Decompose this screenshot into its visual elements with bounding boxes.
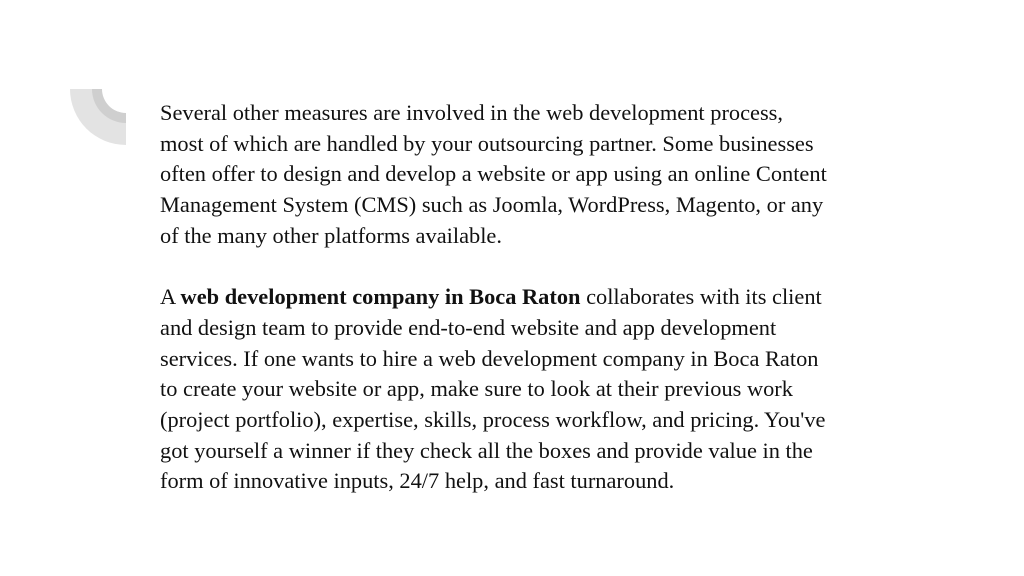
paragraph-line: (project portfolio), expertise, skills, process workflow, and pricing. You've xyxy=(160,407,826,433)
paragraph-line: Management System (CMS) such as Joomla, WordPress, Magento, or any xyxy=(160,192,824,218)
paragraph-line: collaborates with its client xyxy=(580,284,822,310)
paragraph-line: and design team to provide end-to-end website and app development xyxy=(160,314,777,340)
company-keyword: web development company in Boca Raton xyxy=(180,284,581,310)
paragraph-line: got yourself a winner if they check all the boxes and provide value in the xyxy=(160,437,813,463)
paragraph-intro xyxy=(160,98,940,252)
paragraph-company xyxy=(160,282,940,497)
slide-body xyxy=(160,98,940,497)
paragraph-line: of the many other platforms available. xyxy=(160,222,502,248)
paragraph-line: often offer to design and develop a website or app using an online Content xyxy=(160,161,827,187)
paragraph-lead: A xyxy=(160,284,181,310)
paragraph-line: Several other measures are involved in the web development process, xyxy=(160,100,783,125)
quarter-circle-arc-icon xyxy=(70,89,126,145)
paragraph-line: to create your website or app, make sure to look at their previous work xyxy=(160,376,793,402)
paragraph-line: services. If one wants to hire a web development company in Boca Raton xyxy=(160,345,819,371)
paragraph-line: form of innovative inputs, 24/7 help, and fast turnaround. xyxy=(160,468,675,494)
paragraph-line: most of which are handled by your outsourcing partner. Some businesses xyxy=(160,130,814,156)
